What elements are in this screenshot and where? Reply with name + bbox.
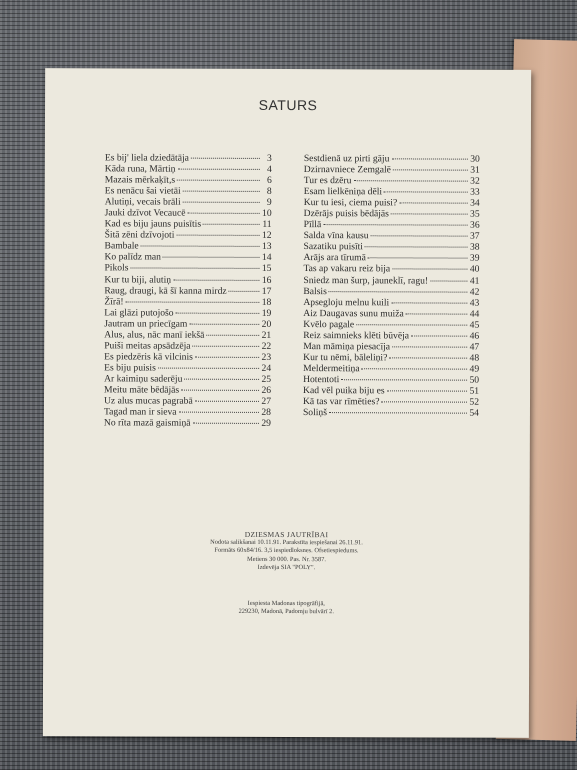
toc-dot-leader [406,313,468,314]
toc-entry-page: 54 [469,407,479,419]
toc-entry-page: 8 [266,186,272,198]
toc-dot-leader [384,191,468,192]
toc-entry [303,319,479,331]
toc-entry [104,252,271,264]
toc-dot-leader [163,257,260,258]
toc-dot-leader [184,379,259,380]
toc-entry [105,174,272,186]
toc-entry-page: 46 [469,330,480,342]
toc-entry [104,285,271,297]
toc-entry-title: Apsegloju melnu kuili [303,296,390,308]
toc-dot-leader [158,367,259,368]
toc-dot-leader [430,280,467,281]
toc-dot-leader [389,357,467,358]
toc-entry [105,208,272,220]
toc-entry [303,352,479,364]
toc-entry-page: 32 [470,175,480,187]
toc-entry [303,407,479,419]
toc-dot-leader [173,279,259,280]
toc-dot-leader [381,401,467,402]
toc-entry [303,374,479,386]
imprint-line: Formāts 60x84/16. 3,5 iespiedloksnes. Ofsetiespiedums. [214,547,359,555]
toc-entry [304,164,480,176]
toc-entry-page: 22 [261,340,272,352]
toc-entry [104,406,271,418]
toc-entry-title: Pikols [104,262,129,274]
toc-entry-page: 49 [469,363,480,375]
toc-dot-leader [176,235,259,236]
toc-entry [104,417,271,429]
toc-entry-page: 30 [470,153,480,165]
toc-dot-leader [362,368,468,369]
toc-entry-title: Kur tu biji, alutiņ [104,273,172,286]
toc-entry [104,296,271,308]
toc-dot-leader [391,302,467,303]
toc-entry [105,186,272,198]
toc-dot-leader [229,290,260,291]
toc-entry [104,318,271,330]
toc-dot-leader [177,180,260,181]
toc-entry [304,219,480,231]
toc-entry [104,274,271,286]
toc-entry-title: Reiz saimnieks klēti būvēja [303,329,410,342]
toc-entry-title: Sestdienā uz pirti gāju [303,153,390,165]
toc-entry-title: Kur tu iesi, ciema puisi? [303,197,398,209]
toc-entry-page: 25 [261,373,272,385]
toc-entry [303,330,479,342]
toc-dot-leader [141,246,260,247]
toc-entry [104,373,271,385]
toc-dot-leader [179,412,259,413]
toc-entry [304,197,480,209]
toc-dot-leader [177,169,259,170]
toc-entry-page: 31 [470,164,480,176]
imprint-block [43,530,529,573]
toc-entry [303,297,479,309]
toc-dot-leader [392,346,467,347]
toc-entry-page: 19 [261,307,272,319]
toc-right-column [303,153,480,419]
toc-dot-leader [371,236,468,237]
toc-entry-page: 3 [267,152,272,164]
toc-entry-title: Žīrā! [104,295,124,308]
toc-entry-page: 34 [470,197,480,209]
toc-entry-title: Uz alus mucas pagrabā [103,395,193,407]
toc-entry-title: Jauki dzīvot Vecaucē [104,207,186,219]
toc-entry-title: Bambale [104,240,139,252]
toc-dot-leader [391,158,467,159]
toc-entry-title: Raug, draugi, kā šī kanna mirdz [104,284,227,297]
toc-entry-title: Kāda runa, Mārtiņ [104,163,176,175]
toc-entry [303,275,479,287]
toc-dot-leader [191,158,260,159]
toc-entry-page: 35 [470,208,480,220]
toc-entry [304,241,480,253]
toc-entry [303,308,479,320]
toc-entry-page: 10 [262,208,272,220]
toc-entry-title: Šitā zēni dzīvojoti [104,229,175,241]
toc-entry [105,197,272,209]
toc-entry-page: 20 [261,318,272,330]
toc-entry-title: Tagad man ir sieva [103,406,177,418]
toc-entry-title: Salda vīna kausu [303,230,369,242]
printer-line: 229230, Madonā, Padomju bulvārī 2. [238,608,334,616]
toc-dot-leader [195,401,259,402]
toc-dot-leader [329,412,467,413]
toc-dot-leader [206,334,259,335]
toc-entry-page: 4 [266,163,272,175]
toc-entry [303,341,479,353]
toc-entry-title: Dzirnavniece Zemgalē [303,164,391,176]
toc-entry [303,286,479,298]
toc-entry-page: 11 [262,219,272,231]
toc-entry [104,340,271,352]
toc-entry [303,252,479,264]
toc-dot-leader [183,191,260,192]
toc-entry-page: 9 [266,197,272,209]
toc-entry-page: 21 [261,329,272,341]
toc-entry-page: 24 [261,362,272,374]
toc-entry-page: 51 [469,385,480,397]
toc-entry-page: 44 [469,308,480,320]
imprint-heading: DZIESMAS JAUTRĪBAI [244,529,329,540]
toc-entry-page: 17 [261,285,272,297]
toc-entry-page: 14 [261,252,272,264]
toc-dot-leader [126,301,260,302]
toc-entry-title: Sazatiku puisīti [303,241,364,253]
toc-dot-leader [181,390,259,391]
toc-dot-leader [329,291,468,292]
toc-entry-page: 12 [261,230,272,242]
imprint-line: Metiens 30 000. Pas. Nr. 3587. [246,555,326,563]
toc-entry-page: 26 [261,384,272,396]
toc-dot-leader [399,203,467,204]
toc-entry-title: Tas ap vakaru reiz bija [303,263,391,275]
toc-entry-page: 43 [469,297,480,309]
page-title: SATURS [258,96,318,114]
toc-dot-leader [130,268,259,269]
toc-dot-leader [195,357,259,358]
toc-entry-title: Tur es dzēru [303,175,352,187]
toc-entry-page: 28 [261,406,271,419]
toc-entry-page: 40 [469,264,480,276]
toc-entry [105,163,272,175]
printer-line: Iespiesta Madonas tipogrāfijā, [247,599,325,608]
toc-dot-leader [365,247,468,248]
toc-left-column [104,152,272,429]
toc-entry-page: 36 [470,219,480,231]
toc-entry-title: Kad vēl puika biju es [303,385,385,397]
printer-block [43,599,529,617]
toc-entry-title: Alus, alus, nāc manī iekšā [104,329,205,341]
toc-entry-page: 39 [469,253,480,265]
toc-entry [104,395,271,407]
toc-dot-leader [189,323,259,324]
toc-entry [104,263,271,275]
imprint-line: Nodota salikšanai 10.11.91. Parakstīta iespiešanai 26.11.91. [210,538,363,547]
toc-dot-leader [183,202,260,203]
toc-entry-title: Lai glāzi putojošo [104,307,174,319]
toc-entry-title: Jautram un priecīgam [104,318,188,330]
toc-entry [104,307,271,319]
toc-entry-page: 23 [261,351,272,363]
toc-entry-title: Puiši meitas apsādzēja [104,340,191,352]
toc-dot-leader [356,324,467,325]
toc-entry [304,153,480,165]
toc-entry [304,175,480,187]
toc-dot-leader [392,269,467,270]
toc-entry-page: 33 [470,186,480,198]
toc-entry-page: 45 [469,319,480,331]
toc-entry [104,329,271,341]
toc-dot-leader [323,224,467,226]
toc-entry-title: Kvēlo pagale [303,318,355,330]
toc-entry-title: Kur tu nēmi, bāleliņi? [303,351,388,364]
toc-entry-page: 52 [469,396,480,408]
toc-entry-page: 48 [469,352,480,364]
toc-entry-page: 18 [261,296,272,308]
toc-entry-page: 29 [261,418,271,430]
toc-entry-page: 27 [261,395,272,407]
toc-entry-page: 50 [469,374,480,386]
toc-entry [105,152,272,164]
toc-entry-title: Esam lielkēniņa dēli [303,186,383,198]
toc-entry-title: No rīta mazā gaismiņā [103,417,191,429]
toc-entry-title: Aiz Daugavas sunu muiža [303,307,404,320]
toc-entry-title: Es piedzēris kā vilcinis [104,351,193,363]
imprint-line: Izdevēja SIA "POLY". [257,563,316,571]
toc-dot-leader [193,423,259,424]
toc-entry [104,384,271,396]
toc-entry [303,385,479,397]
toc-entry [303,396,479,408]
toc-entry [104,351,271,363]
toc-entry [104,362,271,374]
toc-entry-title: Soliņš [302,407,327,419]
toc-entry-title: Es biju puisis [104,362,156,374]
document-page [43,68,531,738]
toc-entry-title: Es nenācu šai vietāi [104,185,181,197]
toc-entry-page: 41 [469,275,480,287]
toc-entry-title: Balsis [303,285,327,297]
toc-entry [105,230,272,242]
toc-entry-title: Kā tas var rīmēties? [302,396,380,408]
toc-entry-page: 16 [261,274,272,286]
toc-dot-leader [368,258,468,259]
toc-entry-title: Dzērājs puisis bēdājās [303,208,389,220]
toc-entry-title: Man māmiņa piesacīja [303,340,391,353]
toc-entry-title: Es bij' liela dziedātāja [104,152,189,164]
toc-dot-leader [203,224,260,225]
toc-dot-leader [193,345,260,346]
toc-dot-leader [393,169,468,170]
toc-entry-title: Pīllā [303,219,322,231]
toc-entry [105,241,272,253]
toc-entry-title: Arājs ara tīrumā [303,252,366,264]
toc-entry-title: Sniedz man šurp, jauneklī, ragu! [303,274,429,287]
toc-entry [304,208,480,220]
toc-entry-title: Mazais mērkaķīt,s [104,174,176,186]
toc-entry-page: 42 [469,286,480,298]
toc-entry-page: 6 [266,175,272,187]
toc-dot-leader [187,213,259,214]
toc-entry-title: Ko palīdz man [104,251,162,263]
toc-entry [304,230,480,242]
toc-entry-title: Hotentoti [303,373,340,386]
toc-dot-leader [341,379,467,380]
toc-entry-title: Ar kaimiņu saderēju [104,373,183,385]
toc-entry [303,363,479,375]
toc-entry-page: 15 [261,263,272,275]
toc-dot-leader [353,180,467,181]
toc-entry [303,264,479,276]
toc-dot-leader [176,312,260,313]
toc-dot-leader [387,390,467,391]
toc-entry-title: Meitu māte bēdājās [104,384,180,396]
toc-entry-page: 47 [469,341,480,353]
toc-dot-leader [411,335,467,336]
toc-entry-title: Kad es biju jauns puisītis [104,218,202,230]
toc-entry-page: 13 [261,241,272,253]
toc-entry-title: Meldermeitiņa [303,362,360,375]
toc-entry-title: Alutiņi, vecais brāli [104,196,181,208]
toc-entry-page: 38 [469,242,480,254]
toc-dot-leader [391,214,468,215]
toc-entry-page: 37 [469,230,480,242]
toc-entry [304,186,480,198]
